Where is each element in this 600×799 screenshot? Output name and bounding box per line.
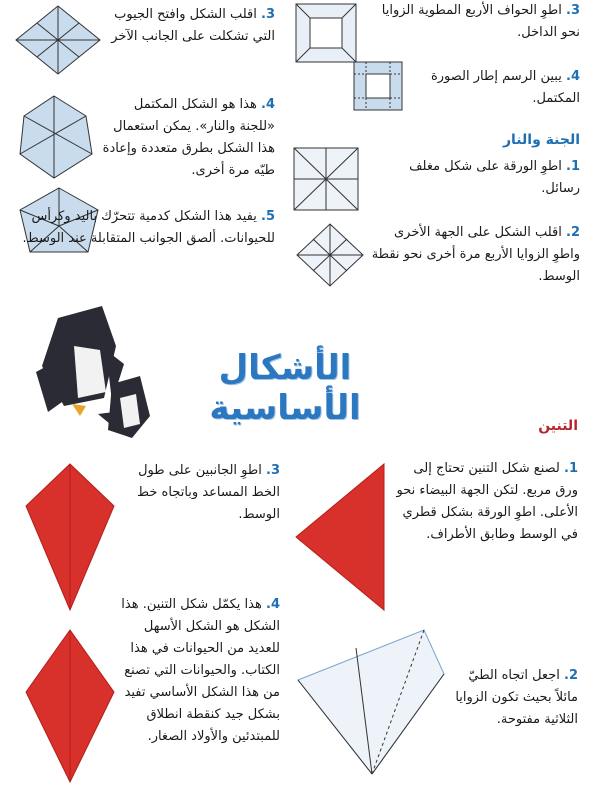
step-text: يفيد هذا الشكل كدمية تتحرّك باليد وكرأس للحيوانات. ألصق الجوانب المتقابلة عند الوسط.	[22, 209, 275, 246]
open-fold-diagram	[296, 628, 446, 778]
red-kite-diagram-step4	[22, 628, 118, 784]
step-number: 1.	[564, 461, 578, 476]
dragon-heading: التنين	[538, 418, 578, 434]
red-triangle-diagram	[292, 462, 388, 612]
heaven-step2-text	[370, 222, 580, 288]
step-number: 3.	[266, 463, 280, 478]
step-text: اطوِ الورقة على شكل مغلف رسائل.	[409, 159, 580, 196]
section-heading-heaven-hell: الجنة والنار	[502, 132, 580, 148]
pocket-diagram	[14, 4, 102, 76]
step-number: 2.	[564, 668, 578, 683]
red-kite-diagram-step3	[22, 462, 118, 612]
step-text: لصنع شكل التنين تحتاج إلى ورق مربع. لتكن الجهة البيضاء نحو الأعلى. اطوِ الورقة بشكل قطري في الوسط وطابق الأطراف.	[396, 461, 578, 542]
step-text: هذا هو الشكل المكتمل «للجنة والنار». يمكن استعمال هذا الشكل بطرق متعددة وإعادة طيّه مرة أخرى.	[102, 97, 275, 178]
fortune-step3-text	[100, 4, 275, 48]
diamond-diagram	[295, 222, 365, 288]
step-text: اقلب الشكل على الجهة الأخرى واطوِ الزوايا الأربع مرة أخرى نحو نقطة الوسط.	[371, 225, 580, 284]
dragon-step4-text	[120, 594, 280, 748]
penguin-photo	[28, 306, 156, 440]
frame-diagram-step3	[290, 0, 362, 66]
step-text: اطوِ الجانبين على طول الخط المساعد وباتجاه خط الوسط.	[137, 463, 280, 522]
frame-step4-text	[410, 66, 580, 110]
step-text: يبين الرسم إطار الصورة المكتمل.	[430, 69, 580, 106]
envelope-diagram	[290, 144, 362, 214]
step-number: 4.	[261, 97, 275, 112]
fortune-step4-text	[95, 94, 275, 182]
heaven-step1-text	[370, 156, 580, 200]
step-number: 4.	[566, 69, 580, 84]
dragon-step1-text	[395, 458, 578, 546]
frame-diagram-step4	[352, 60, 404, 112]
step-number: 5.	[261, 209, 275, 224]
fortune-teller-diagram	[14, 94, 94, 180]
step-text: اطوِ الحواف الأربع المطوية الزوايا نحو الداخل.	[381, 3, 580, 40]
step-text: هذا يكمّل شكل التنين. هذا الشكل هو الشكل الأسهل للعديد من الحيوانات في هذا الكتاب. والحيوانات التي تصنع من هذا الشكل الأساسي تفيد بشكل جيد كنقطة انطلاق للمبتدئين والأولاد الصغار.	[121, 597, 280, 744]
step-text: اقلب الشكل وافتح الجيوب التي تشكلت على الجانب الآخر	[111, 7, 275, 44]
step-number: 3.	[566, 3, 580, 18]
main-title: الأشكال الأساسية	[209, 348, 361, 428]
step-number: 2.	[566, 225, 580, 240]
step-number: 4.	[266, 597, 280, 612]
dragon-step2-text	[450, 665, 578, 731]
step-text: اجعل اتجاه الطيّ مائلاً بحيث تكون الزوايا الثلاثية مفتوحة.	[455, 668, 578, 727]
fortune-step5-text	[10, 206, 275, 250]
step-number: 1.	[566, 159, 580, 174]
frame-step3-text	[372, 0, 580, 44]
step-number: 3.	[261, 7, 275, 22]
dragon-step3-text	[120, 460, 280, 526]
